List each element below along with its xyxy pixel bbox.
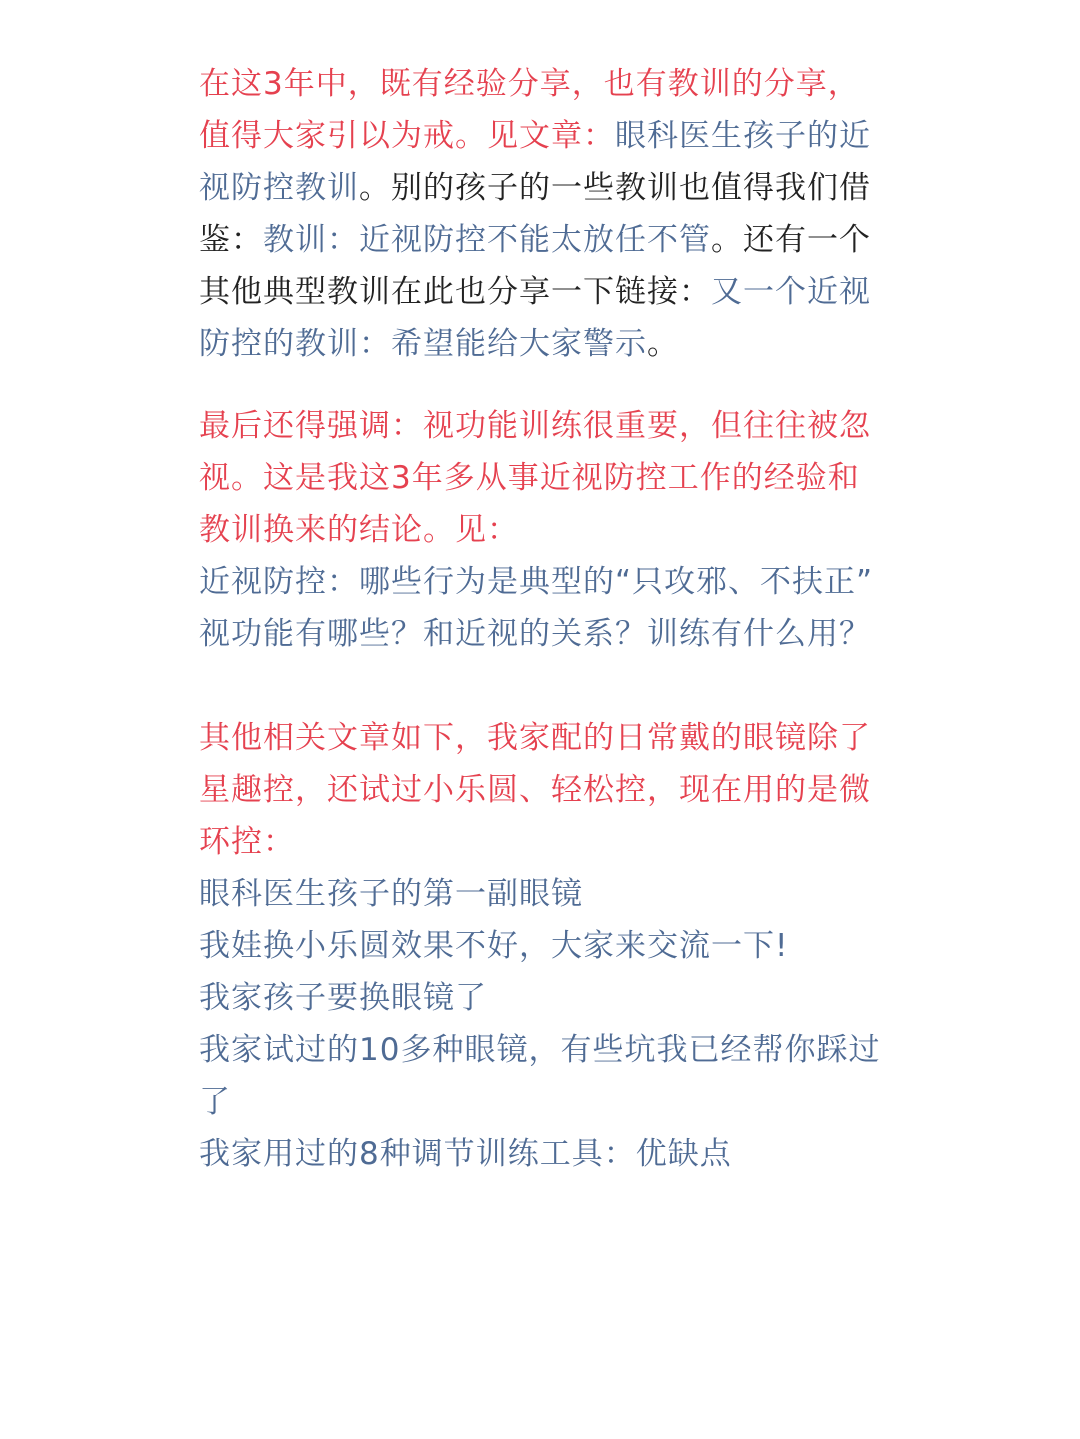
link-another-lesson-warning[interactable]: 又一个近视防控的教训：希望能给大家警示 (199, 274, 871, 362)
link-attack-evil-not-support[interactable]: 近视防控：哪些行为是典型的“只攻邪、不扶正” (199, 564, 874, 600)
link-child-changing-glasses[interactable]: 我家孩子要换眼镜了 (199, 980, 487, 1016)
paragraph-spacer (199, 660, 885, 712)
visual-function-intro: 最后还得强调：视功能训练很重要，但往往被忽视。这是我这3年多从事近视防控工作的经验和教训换来的结论。见： (199, 408, 871, 548)
link-visual-function-training[interactable]: 视功能有哪些？和近视的关系？训练有什么用？ (199, 616, 871, 652)
paragraph-visual-function (199, 400, 885, 556)
lessons-text-1: 。别的孩子的一些教训也值得我们借鉴： (199, 170, 871, 258)
link-8-training-tools[interactable]: 我家用过的8种调节训练工具：优缺点 (199, 1136, 732, 1172)
lessons-intro: 在这3年中，既有经验分享，也有教训的分享，值得大家引以为戒。见文章： (199, 66, 860, 154)
lessons-text-2: 。还有一个其他典型教训在此也分享一下链接： (199, 222, 871, 310)
paragraph-spacer (199, 370, 885, 400)
link-xiaoleyuan-poor-effect[interactable]: 我娃换小乐圆效果不好，大家来交流一下! (199, 928, 789, 964)
related-articles-intro: 其他相关文章如下，我家配的日常戴的眼镜除了星趣控，还试过小乐圆、轻松控，现在用的是微环控： (199, 720, 871, 860)
link-first-glasses[interactable]: 眼科医生孩子的第一副眼镜 (199, 876, 583, 912)
paragraph-lessons (199, 58, 885, 370)
link-tried-10-glasses[interactable]: 我家试过的10多种眼镜，有些坑我已经帮你踩过了 (199, 1032, 881, 1120)
link-eye-doctor-child-lessons[interactable]: 眼科医生孩子的近视防控教训 (199, 118, 871, 206)
paragraph-related-articles (199, 712, 885, 868)
lessons-text-3: 。 (647, 326, 679, 362)
article-body (199, 58, 885, 1180)
link-lesson-not-too-lax[interactable]: 教训：近视防控不能太放任不管 (263, 222, 711, 258)
